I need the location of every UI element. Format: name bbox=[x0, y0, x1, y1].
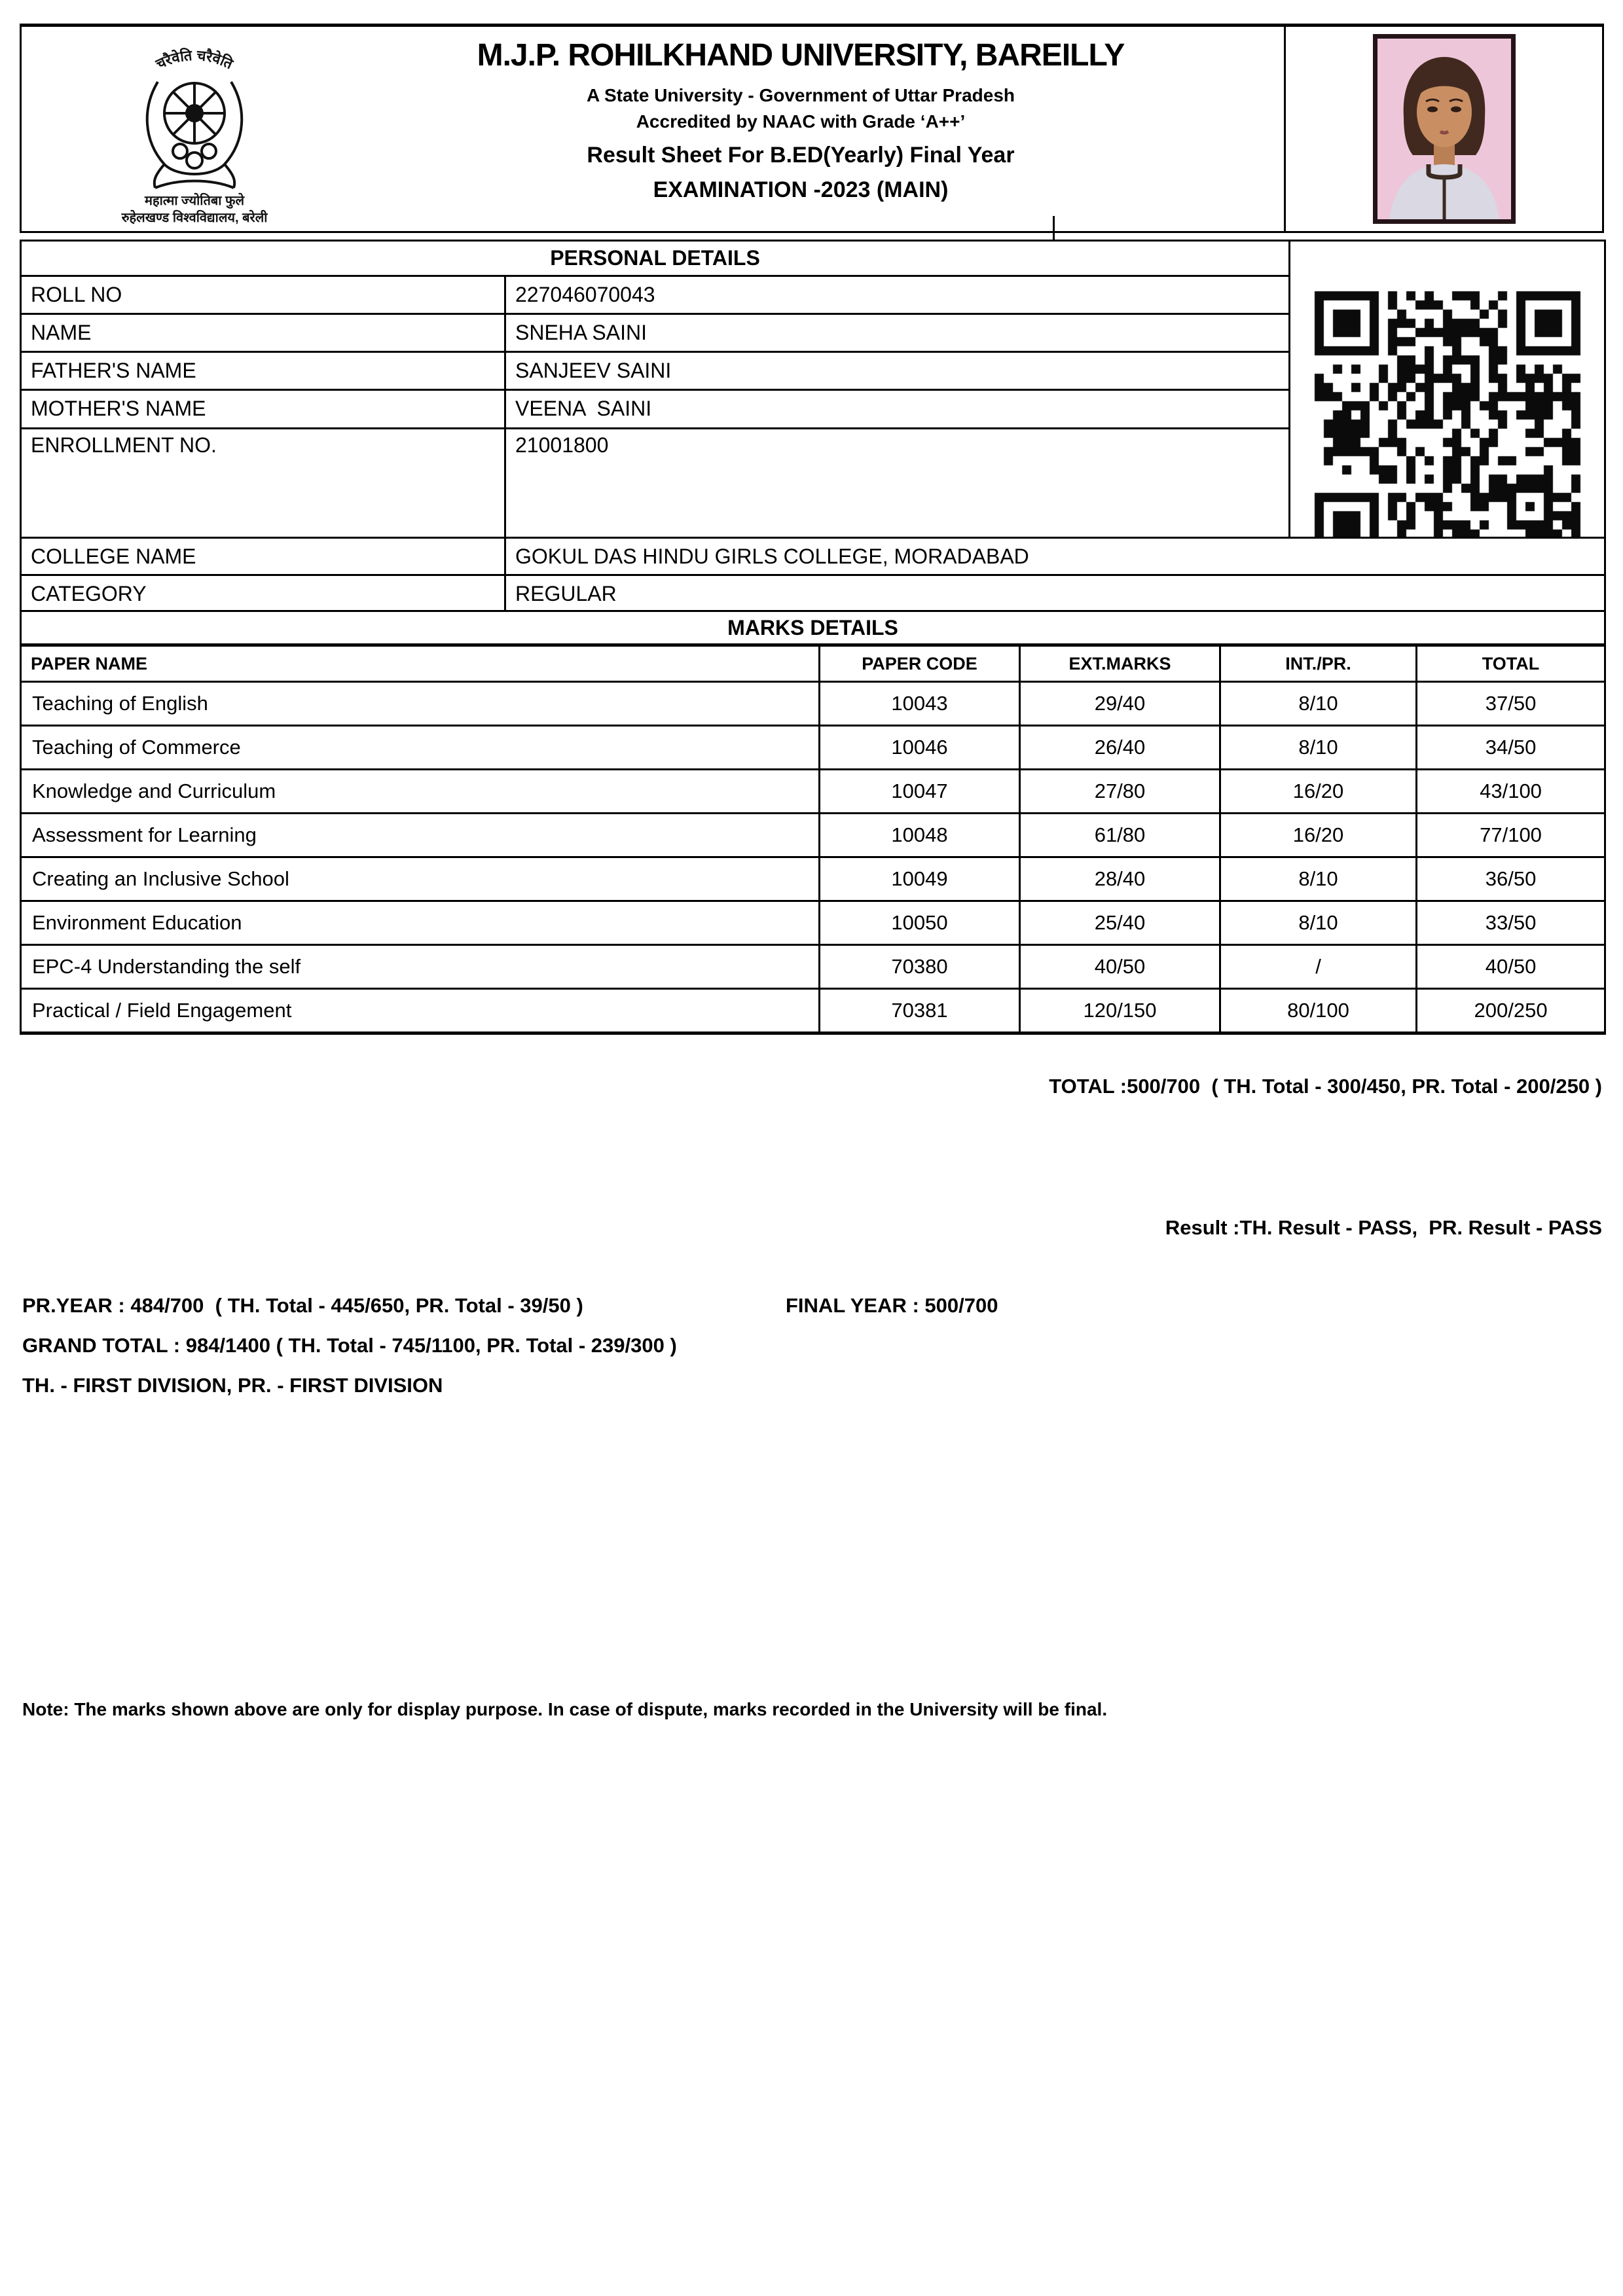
sheet-title: Result Sheet For B.ED(Yearly) Final Year bbox=[587, 143, 1015, 168]
header-title-block bbox=[316, 37, 1285, 203]
paper-code: 10049 bbox=[820, 857, 1020, 901]
result-line: Result :TH. Result - PASS, PR. Result - PASS bbox=[1165, 1216, 1602, 1239]
personal-details-title: PERSONAL DETAILS bbox=[21, 241, 1290, 276]
university-logo bbox=[79, 36, 310, 227]
father-name-label: FATHER'S NAME bbox=[21, 352, 505, 390]
paper-code: 10047 bbox=[820, 770, 1020, 814]
total: 34/50 bbox=[1417, 726, 1605, 770]
table-row bbox=[21, 575, 1605, 613]
ext-marks: 27/80 bbox=[1020, 770, 1220, 814]
table-row bbox=[21, 682, 1605, 726]
table-row bbox=[21, 857, 1605, 901]
logo-text-line1: महात्मा ज्योतिबा फुले bbox=[144, 194, 245, 208]
college-name-label: COLLEGE NAME bbox=[21, 538, 505, 575]
lotus-wheel-icon bbox=[147, 82, 242, 188]
total-line: TOTAL :500/700 ( TH. Total - 300/450, PR. Total - 200/250 ) bbox=[1049, 1075, 1602, 1098]
int-pr: / bbox=[1220, 945, 1417, 989]
college-details-table bbox=[20, 537, 1606, 613]
col-paper-name: PAPER NAME bbox=[21, 645, 820, 682]
enrollment-no-value: 21001800 bbox=[505, 428, 1290, 588]
paper-code: 10050 bbox=[820, 901, 1020, 945]
logo-text-line2: रुहेलखण्ड विश्वविद्यालय, बरेली bbox=[121, 211, 268, 225]
paper-name: EPC-4 Understanding the self bbox=[21, 945, 820, 989]
total: 40/50 bbox=[1417, 945, 1605, 989]
university-logo-emblem bbox=[79, 36, 310, 227]
name-label: NAME bbox=[21, 314, 505, 351]
int-pr: 8/10 bbox=[1220, 901, 1417, 945]
category-value: REGULAR bbox=[505, 575, 1605, 613]
total: 200/250 bbox=[1417, 989, 1605, 1033]
summary-block bbox=[22, 1285, 998, 1405]
ext-marks: 28/40 bbox=[1020, 857, 1220, 901]
int-pr: 8/10 bbox=[1220, 726, 1417, 770]
int-pr: 80/100 bbox=[1220, 989, 1417, 1033]
col-paper-code: PAPER CODE bbox=[820, 645, 1020, 682]
student-portrait-image bbox=[1377, 39, 1511, 219]
total: 43/100 bbox=[1417, 770, 1605, 814]
category-label: CATEGORY bbox=[21, 575, 505, 613]
int-pr: 16/20 bbox=[1220, 814, 1417, 857]
table-row bbox=[21, 814, 1605, 857]
student-photo bbox=[1373, 34, 1516, 224]
mother-name-value: VEENA SAINI bbox=[505, 390, 1290, 428]
roll-no-value: 227046070043 bbox=[505, 276, 1290, 314]
paper-name: Assessment for Learning bbox=[21, 814, 820, 857]
grand-total-line: GRAND TOTAL : 984/1400 ( TH. Total - 745/1100, PR. Total - 239/300 ) bbox=[22, 1334, 677, 1357]
int-pr: 16/20 bbox=[1220, 770, 1417, 814]
total: 37/50 bbox=[1417, 682, 1605, 726]
father-name-value: SANJEEV SAINI bbox=[505, 352, 1290, 390]
header-subtitle-2: Accredited by NAAC with Grade ‘A++’ bbox=[636, 111, 966, 132]
int-pr: 8/10 bbox=[1220, 682, 1417, 726]
paper-name: Environment Education bbox=[21, 901, 820, 945]
paper-code: 10043 bbox=[820, 682, 1020, 726]
college-name-value: GOKUL DAS HINDU GIRLS COLLEGE, MORADABAD bbox=[505, 538, 1605, 575]
ext-marks: 120/150 bbox=[1020, 989, 1220, 1033]
roll-no-label: ROLL NO bbox=[21, 276, 505, 314]
name-value: SNEHA SAINI bbox=[505, 314, 1290, 351]
paper-code: 10046 bbox=[820, 726, 1020, 770]
paper-code: 10048 bbox=[820, 814, 1020, 857]
ext-marks: 61/80 bbox=[1020, 814, 1220, 857]
marks-details-title: MARKS DETAILS bbox=[21, 611, 1605, 645]
enrollment-no-label: ENROLLMENT NO. bbox=[21, 428, 505, 588]
paper-name: Practical / Field Engagement bbox=[21, 989, 820, 1033]
previous-year-line bbox=[22, 1285, 998, 1325]
table-row bbox=[21, 770, 1605, 814]
int-pr: 8/10 bbox=[1220, 857, 1417, 901]
university-name: M.J.P. ROHILKHAND UNIVERSITY, BAREILLY bbox=[477, 38, 1125, 73]
total: 77/100 bbox=[1417, 814, 1605, 857]
table-row bbox=[21, 901, 1605, 945]
logo-motto-text: चरैवेति चरैवेति bbox=[153, 46, 236, 73]
note-line: Note: The marks shown above are only for display purpose. In case of dispute, marks recorded in the University will be final. bbox=[22, 1699, 1108, 1719]
ext-marks: 29/40 bbox=[1020, 682, 1220, 726]
ext-marks: 26/40 bbox=[1020, 726, 1220, 770]
pr-year-total: PR.YEAR : 484/700 ( TH. Total - 445/650, PR. Total - 39/50 ) bbox=[22, 1294, 583, 1317]
qr-code bbox=[1313, 290, 1582, 558]
ext-marks: 40/50 bbox=[1020, 945, 1220, 989]
paper-name: Knowledge and Curriculum bbox=[21, 770, 820, 814]
ext-marks: 25/40 bbox=[1020, 901, 1220, 945]
paper-code: 70380 bbox=[820, 945, 1020, 989]
student-photo-cell bbox=[1284, 27, 1602, 231]
paper-name: Teaching of Commerce bbox=[21, 726, 820, 770]
division-line: TH. - FIRST DIVISION, PR. - FIRST DIVISION bbox=[22, 1374, 443, 1397]
col-ext-marks: EXT.MARKS bbox=[1020, 645, 1220, 682]
table-row bbox=[21, 945, 1605, 989]
marks-details-table bbox=[20, 610, 1606, 1035]
final-year-total: FINAL YEAR : 500/700 bbox=[786, 1294, 998, 1317]
total: 36/50 bbox=[1417, 857, 1605, 901]
col-total: TOTAL bbox=[1417, 645, 1605, 682]
paper-name: Creating an Inclusive School bbox=[21, 857, 820, 901]
table-row bbox=[21, 538, 1605, 575]
paper-code: 70381 bbox=[820, 989, 1020, 1033]
paper-name: Teaching of English bbox=[21, 682, 820, 726]
table-row bbox=[21, 989, 1605, 1033]
col-int-pr: INT./PR. bbox=[1220, 645, 1417, 682]
header bbox=[20, 24, 1604, 233]
examination-line: EXAMINATION -2023 (MAIN) bbox=[653, 177, 949, 202]
marks-header-row bbox=[21, 645, 1605, 682]
header-subtitle-1: A State University - Government of Uttar Pradesh bbox=[586, 85, 1015, 105]
mother-name-label: MOTHER'S NAME bbox=[21, 390, 505, 428]
total: 33/50 bbox=[1417, 901, 1605, 945]
table-row bbox=[21, 726, 1605, 770]
